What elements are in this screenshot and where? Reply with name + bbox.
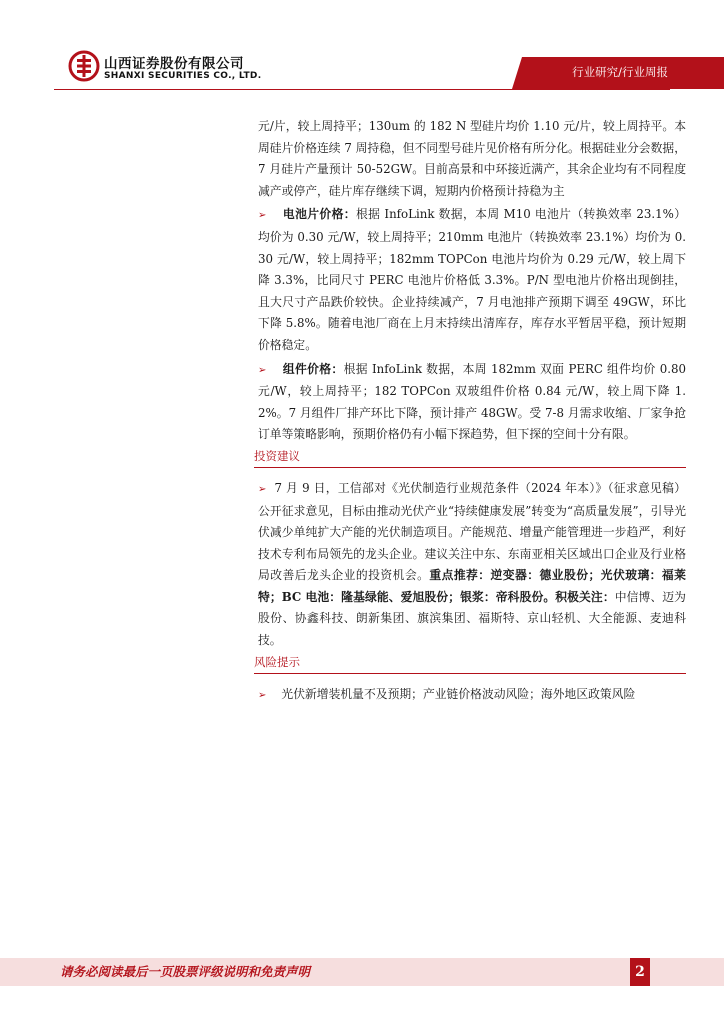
cell-price-text: 根据 InfoLink 数据，本周 M10 电池片（转换效率 23.1%）均价为 0.30 元/W，较上周持平；210mm 电池片（转换效率 23.1%）均价为 0.30 元/W，较上周持平；182mm TOPCon 电池片均价为 0.29 元/W，较上周下降 3.3%，比同尺寸 PERC 电池片价格低 3.3%。P/N 型电池片价格出现倒挂，且大尺寸产品跌价较快。企业持续减产，7 月电池排产预期下调至 49GW，环比下降 5.8%。随着电池厂商在上月末持续出清库存，库存水平暂居平稳，预计短期价格稳定。 [258,207,686,352]
bullet-arrow-icon: ➢ [258,210,267,222]
rec-paste-label: 银浆： [460,589,496,604]
main-content [254,116,686,708]
bullet-arrow-icon: ➢ [258,483,267,495]
cell-price-item [258,204,686,356]
risk-section-heading: 风险提示 [254,654,686,674]
rec-glass-label: 光伏玻璃： [600,568,662,583]
header-divider [54,89,670,90]
risk-text: 光伏新增装机量不及预期；产业链价格波动风险；海外地区政策风险 [281,686,636,701]
company-name-cn: 山西证券股份有限公司 [104,56,244,72]
module-price-item [258,359,686,446]
module-price-text: 根据 InfoLink 数据，本周 182mm 双面 PERC 组件均价 0.80 元/W，较上周持平；182 TOPCon 双玻组件价格 0.84 元/W，较上周下降 1.2%。7 月组件厂排产环比下降，预计排产 48GW。受 7-8 月需求收缩、厂家争抢订单等策略影响，预期价格仍有小幅下探趋势，但下探的空间十分有限。 [258,361,686,442]
invest-paragraph [258,478,686,652]
module-price-title: 组件价格： [282,361,344,376]
company-logo-icon [68,50,100,82]
bullet-arrow-icon: ➢ [258,364,267,376]
footer-disclaimer: 请务必阅读最后一页股票评级说明和免责声明 [60,964,311,979]
watch-title: 积极关注： [555,589,615,604]
risk-item [258,684,686,707]
rec-bc: 隆基绿能、爱旭股份； [341,589,460,604]
invest-text: 7 月 9 日，工信部对《光伏制造行业规范条件（2024 年本）》（征求意见稿）公开征求意见，目标由推动光伏产业“持续健康发展”转变为“高质量发展”，引导光伏减少单纯扩大产能的光伏制造项目。产能规范、增量产能管理进一步趋严，利好技术专利布局领先的龙头企业。建议关注中东、东南亚相关区域出口企业及行业格局改善后龙头企业的投资机会。 [258,480,686,583]
page-number: 2 [630,958,650,986]
report-type-tag: 行业研究/行业周报 [572,65,668,79]
invest-section-heading: 投资建议 [254,448,686,468]
wafer-paragraph: 元/片，较上周持平；130um 的 182 N 型硅片均价 1.10 元/片，较上周持平。本周硅片价格连续 7 周持稳，但不同型号硅片见价格有所分化。根据硅业分会数据，7 月硅片产量预计 50-52GW。目前高景和中环接近满产，其余企业均有不同程度减产或停产，硅片库存继续下调，短期内价格预计持稳为主 [258,119,686,198]
bullet-arrow-icon: ➢ [258,689,267,701]
rec-paste: 帝科股份。 [495,589,556,604]
watch-text: 中信博、迈为股份、协鑫科技、朗新集团、旗滨集团、福斯特、京山轻机、大全能源、麦迪科技。 [258,589,686,648]
rec-bc-label: BC 电池： [281,589,342,604]
rec-inverter-label: 逆变器： [490,568,540,583]
company-name-en: SHANXI SECURITIES CO., LTD. [104,71,262,81]
recommend-title: 重点推荐： [429,568,491,583]
cell-price-title: 电池片价格： [282,207,356,222]
rec-glass: 福莱特； [258,568,686,604]
rec-inverter: 德业股份； [539,568,601,583]
